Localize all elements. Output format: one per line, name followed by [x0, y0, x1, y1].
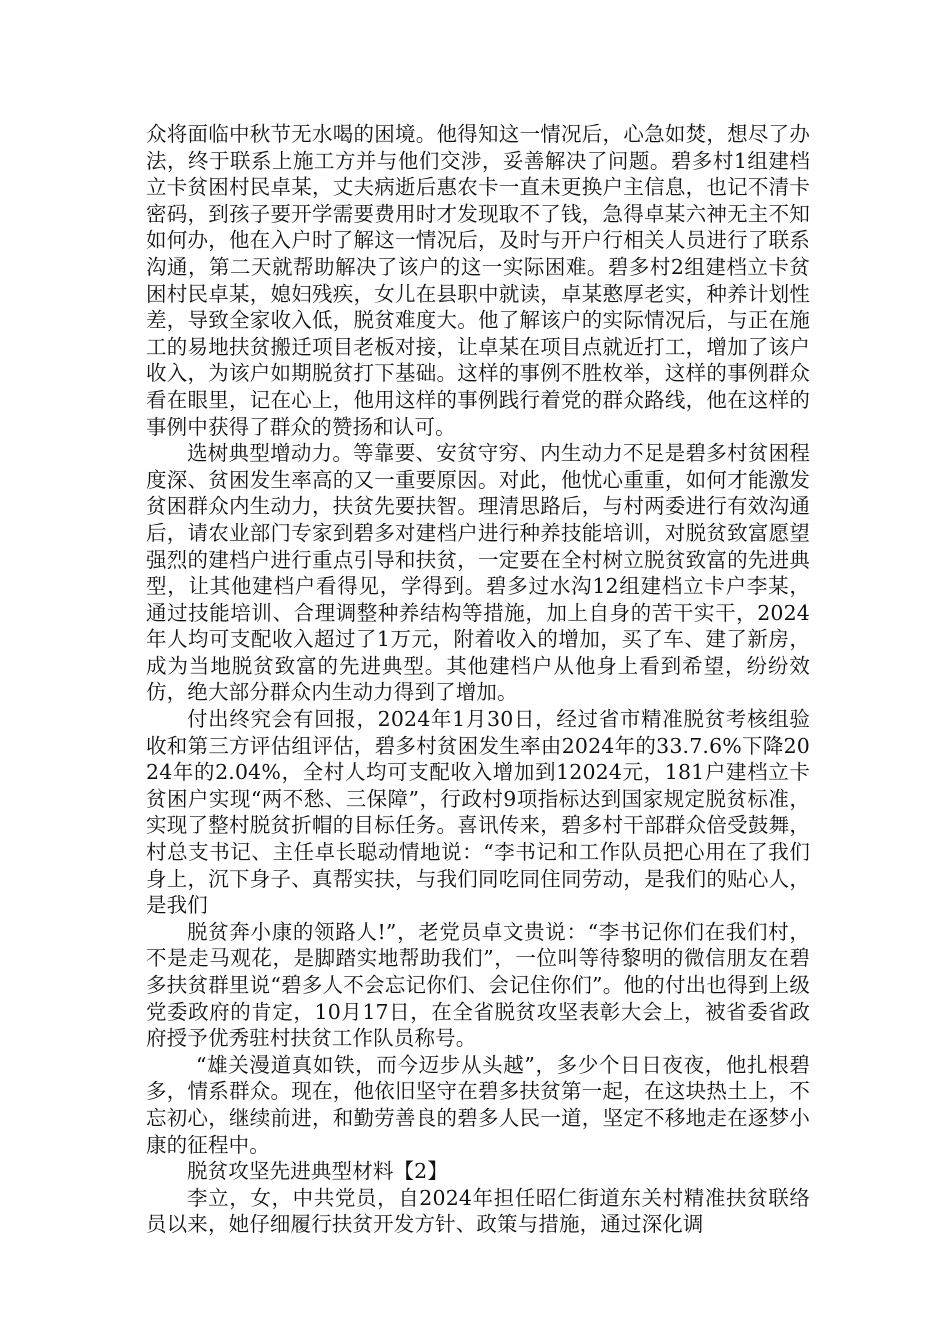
document-page — [146, 121, 810, 1238]
paragraph-typical-examples: 选树典型增动力。等靠要、安贫守穷、内生动力不足是碧多村贫困程度深、贫困发生率高的又一重要原因。对此，他忧心重重，如何才能激发贫困群众内生动力，扶贫先要扶智。理清思路后，与村两委进行有效沟通后，请农业部门专家到碧多对建档户进行种养技能培训，对脱贫致富愿望强烈的建档户进行重点引导和扶贫，一定要在全村树立脱贫致富的先进典型，让其他建档户看得见，学得到。碧多过水沟12组建档立卡户李某，通过技能培训、合理调整种养结构等措施，加上自身的苦干实干，2024年人均可支配收入超过了1万元，附着收入的增加，买了车、建了新房，成为当地脱贫致富的先进典型。其他建档户从他身上看到希望，纷纷效仿，绝大部分群众内生动力得到了增加。 — [146, 441, 810, 705]
paragraph-closing: “雄关漫道真如铁，而今迈步从头越”，多少个日日夜夜，他扎根碧多，情系群众。现在，他依旧坚守在碧多扶贫第一起，在这块热土上，不忘初心，继续前进，和勤劳善良的碧多人民一道，坚定不移地走在逐梦小康的征程中。 — [146, 1052, 810, 1157]
paragraph-water-and-card-cases: 众将面临中秋节无水喝的困境。他得知这一情况后，心急如焚，想尽了办法，终于联系上施工方并与他们交涉，妥善解决了问题。碧多村1组建档立卡贫困村民卓某，丈夫病逝后惠农卡一直未更换户主信息，也记不清卡密码，到孩子要开学需要费用时才发现取不了钱，急得卓某六神无主不知如何办，他在入户时了解这一情况后，及时与开户行相关人员进行了联系沟通，第二天就帮助解决了该户的这一实际困难。碧多村2组建档立卡贫困村民卓某，媳妇残疾，女儿在县职中就读，卓某憨厚老实，种养计划性差，导致全家收入低，脱贫难度大。他了解该户的实际情况后，与正在施工的易地扶贫搬迁项目老板对接，让卓某在项目点就近打工，增加了该户收入，为该户如期脱贫打下基础。这样的事例不胜枚举，这样的事例群众看在眼里，记在心上，他用这样的事例践行着党的群众路线，他在这样的事例中获得了群众的赞扬和认可。 — [146, 122, 810, 439]
paragraph-li-li-intro: 李立，女，中共党员，自2024年担任昭仁街道东关村精准扶贫联络员以来，她仔细履行扶贫开发方针、政策与措施，通过深化调 — [146, 1185, 810, 1237]
paragraph-results: 付出终究会有回报，2024年1月30日，经过省市精准脱贫考核组验收和第三方评估组评估，碧多村贫困发生率由2024年的33.7.6%下降2024年的2.04%，全村人均可支配收入增加到12024元，181户建档立卡贫困户实现“两不愁、三保障”，行政村9项指标达到国家规定脱贫标准，实现了整村脱贫折帽的目标任务。喜讯传来，碧多村干部群众倍受鼓舞，村总支书记、主任卓长聪动情地说：“李书记和工作队员把心用在了我们身上，沉下身子、真帮实扶，与我们同吃同住同劳动，是我们的贴心人，是我们 — [146, 707, 810, 918]
section-heading: 脱贫攻坚先进典型材料【2】 — [187, 1159, 448, 1184]
paragraph-praise: 脱贫奔小康的领路人!”，老党员卓文贵说：“李书记你们在我们村，不是走马观花，是脚踏实地帮助我们”，一位叫等待黎明的微信朋友在碧多扶贫群里说“碧多人不会忘记你们、会记住你们”。他的付出也得到上级党委政府的肯定，10月17日，在全省脱贫攻坚表彰大会上，被省委省政府授予优秀驻村扶贫工作队员称号。 — [146, 919, 810, 1051]
